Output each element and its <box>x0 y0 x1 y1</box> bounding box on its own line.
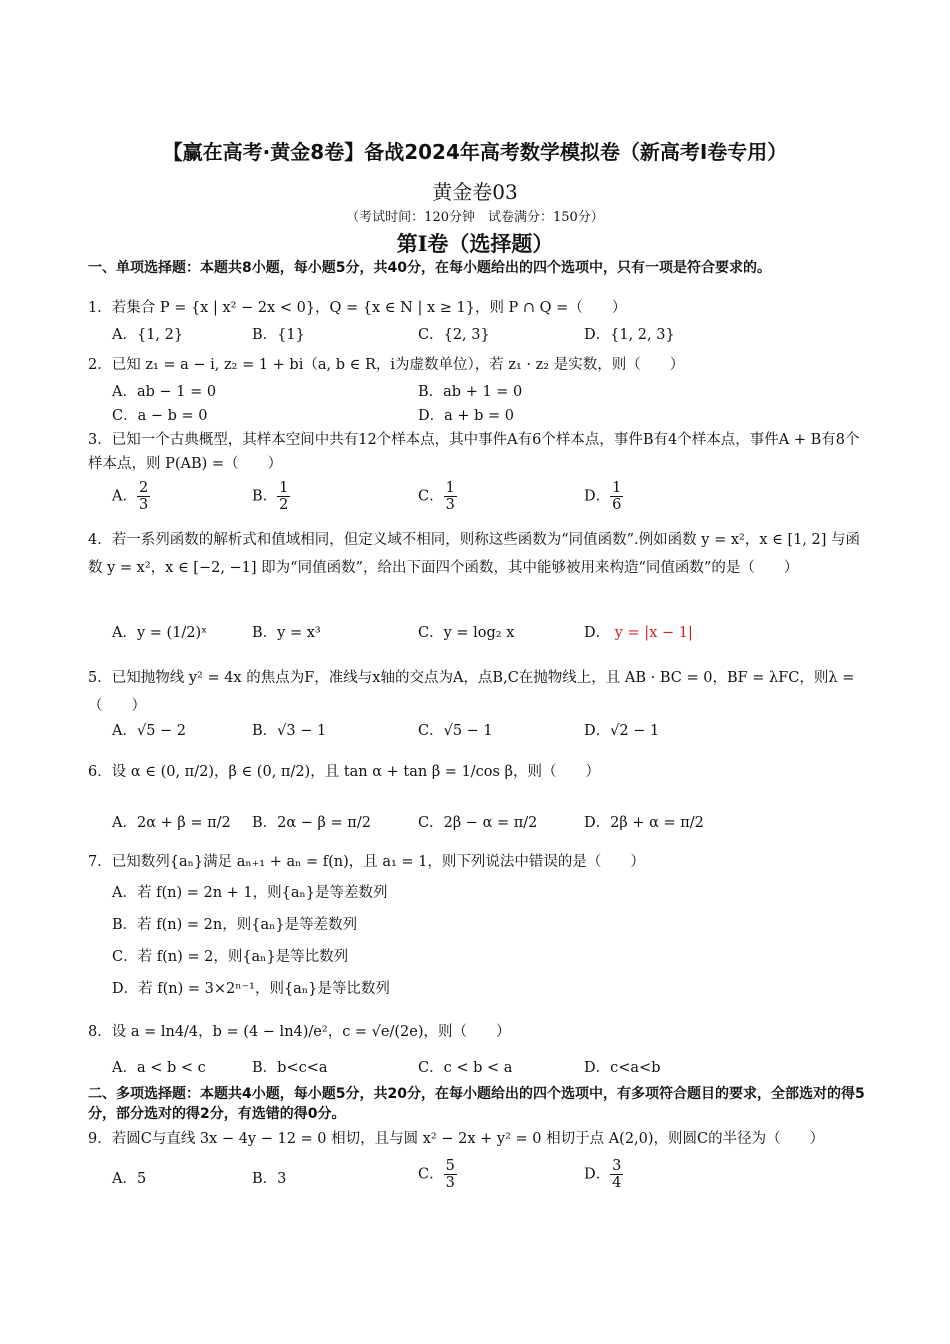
q1-option-d: D．{1, 2, 3} <box>584 327 675 343</box>
q4-option-b: B．y = x³ <box>252 625 321 641</box>
q5-option-c: C．√5 − 1 <box>418 723 493 739</box>
exam-info: （考试时间：120分钟 试卷满分：150分） <box>346 210 604 225</box>
q6-option-b: B．2α − β = π/2 <box>252 815 371 831</box>
section-heading-single: 一、单项选择题：本题共8小题，每小题5分，共40分，在每小题给出的四个选项中，只有一项是符合要求的。 <box>88 260 771 276</box>
q2-option-c: C．a − b = 0 <box>112 408 208 424</box>
q4-option-d: D． y = |x − 1| <box>584 625 693 641</box>
q9-d-fraction: $\frac{3}{4}$ <box>612 1158 622 1191</box>
q6-option-d: D．2β + α = π/2 <box>584 815 704 831</box>
q9-option-c: C． $\frac{5}{3}$ <box>418 1158 455 1191</box>
q8-option-a: A．a < b < c <box>112 1060 206 1076</box>
q3-option-a: A． $\frac{2}{3}$ <box>112 480 149 513</box>
q7-option-c: C．若 f(n) = 2，则{aₙ}是等比数列 <box>112 949 349 965</box>
q9-option-b: B．3 <box>252 1171 287 1187</box>
q7-option-b: B．若 f(n) = 2n，则{aₙ}是等差数列 <box>112 917 358 933</box>
q2-option-a: A．ab − 1 = 0 <box>112 384 217 400</box>
question-7: 7．已知数列{aₙ}满足 aₙ₊₁ + aₙ = f(n)，且 a₁ = 1，则下列说法中错误的是（ ） <box>88 854 645 870</box>
question-4: 4．若一系列函数的解析式和值域相同，但定义域不相同，则称这些函数为“同值函数”.例如函数 y = x²，x ∈ [1, 2] 与函数 y = x²，x ∈ [−2, −1] 即为“同值函数”，给出下面四个函数，其中能够被用来构造“同值函数”的是（ ） <box>88 532 861 576</box>
question-3: 3．已知一个古典概型，其样本空间中共有12个样本点，其中事件A有6个样本点，事件B有4个样本点，事件A + B有8个样本点，则 P(AB) =（ ） <box>88 432 860 472</box>
q2-option-d: D．a + b = 0 <box>418 408 515 424</box>
q8-option-d: D．c<a<b <box>584 1060 661 1076</box>
q3-d-fraction: $\frac{1}{6}$ <box>612 480 622 513</box>
q7-option-a: A．若 f(n) = 2n + 1，则{aₙ}是等差数列 <box>112 885 388 901</box>
q2-option-b: B．ab + 1 = 0 <box>418 384 523 400</box>
paper-subtitle: 黄金卷03 <box>432 180 518 204</box>
q9-c-fraction: $\frac{5}{3}$ <box>445 1158 455 1191</box>
q4-option-c: C．y = log₂ x <box>418 625 515 641</box>
q1-option-a: A．{1, 2} <box>112 327 184 343</box>
q1-option-c: C．{2, 3} <box>418 327 490 343</box>
question-1: 1．若集合 P = {x | x² − 2x < 0}，Q = {x ∈ N | x ≥ 1}，则 P ∩ Q =（ ） <box>88 300 627 316</box>
q3-b-fraction: $\frac{1}{2}$ <box>279 480 289 513</box>
q8-option-c: C．c < b < a <box>418 1060 513 1076</box>
question-5: 5．已知抛物线 y² = 4x 的焦点为F，准线与x轴的交点为A，点B,C在抛物线上，且 AB · BC = 0，BF = λFC，则λ =（ ） <box>88 670 855 714</box>
page-title: 【赢在高考·黄金8卷】备战2024年高考数学模拟卷（新高考Ⅰ卷专用） <box>162 140 788 164</box>
q5-option-a: A．√5 − 2 <box>112 723 187 739</box>
question-9: 9．若圆C与直线 3x − 4y − 12 = 0 相切，且与圆 x² − 2x + y² = 0 相切于点 A(2,0)，则圆C的半径为（ ） <box>88 1131 825 1147</box>
q5-option-d: D．√2 − 1 <box>584 723 660 739</box>
question-8: 8．设 a = ln4/4，b = (4 − ln4)/e²，c = √e/(2e)，则（ ） <box>88 1024 511 1040</box>
question-6: 6．设 α ∈ (0, π/2)，β ∈ (0, π/2)，且 tan α + tan β = 1/cos β，则（ ） <box>88 764 600 780</box>
q3-c-fraction: $\frac{1}{3}$ <box>445 480 455 513</box>
q8-option-b: B．b<c<a <box>252 1060 328 1076</box>
q9-option-d: D． $\frac{3}{4}$ <box>584 1158 622 1191</box>
part-heading: 第Ⅰ卷（选择题） <box>396 231 554 256</box>
q9-option-a: A．5 <box>112 1171 147 1187</box>
section-heading-multi: 二、多项选择题：本题共4小题，每小题5分，共20分，在每小题给出的四个选项中，有多项符合题目的要求，全部选对的得5分，部分选对的得2分，有选错的得0分。 <box>88 1086 865 1122</box>
q3-option-c: C． $\frac{1}{3}$ <box>418 480 455 513</box>
q3-a-fraction: $\frac{2}{3}$ <box>138 480 149 513</box>
question-2: 2．已知 z₁ = a − i, z₂ = 1 + bi（a, b ∈ R，i为虚数单位），若 z₁ · z₂ 是实数，则（ ） <box>88 357 685 373</box>
q3-option-b: B． $\frac{1}{2}$ <box>252 480 289 513</box>
q4-answer-highlight: y = |x − 1| <box>614 625 693 641</box>
q3-option-d: D． $\frac{1}{6}$ <box>584 480 622 513</box>
q1-option-b: B．{1} <box>252 327 305 343</box>
q5-option-b: B．√3 − 1 <box>252 723 327 739</box>
q4-option-a: A．y = (1/2)ˣ <box>112 625 208 641</box>
q6-option-a: A．2α + β = π/2 <box>112 815 231 831</box>
q7-option-d: D．若 f(n) = 3×2ⁿ⁻¹，则{aₙ}是等比数列 <box>112 981 390 997</box>
q6-option-c: C．2β − α = π/2 <box>418 815 538 831</box>
